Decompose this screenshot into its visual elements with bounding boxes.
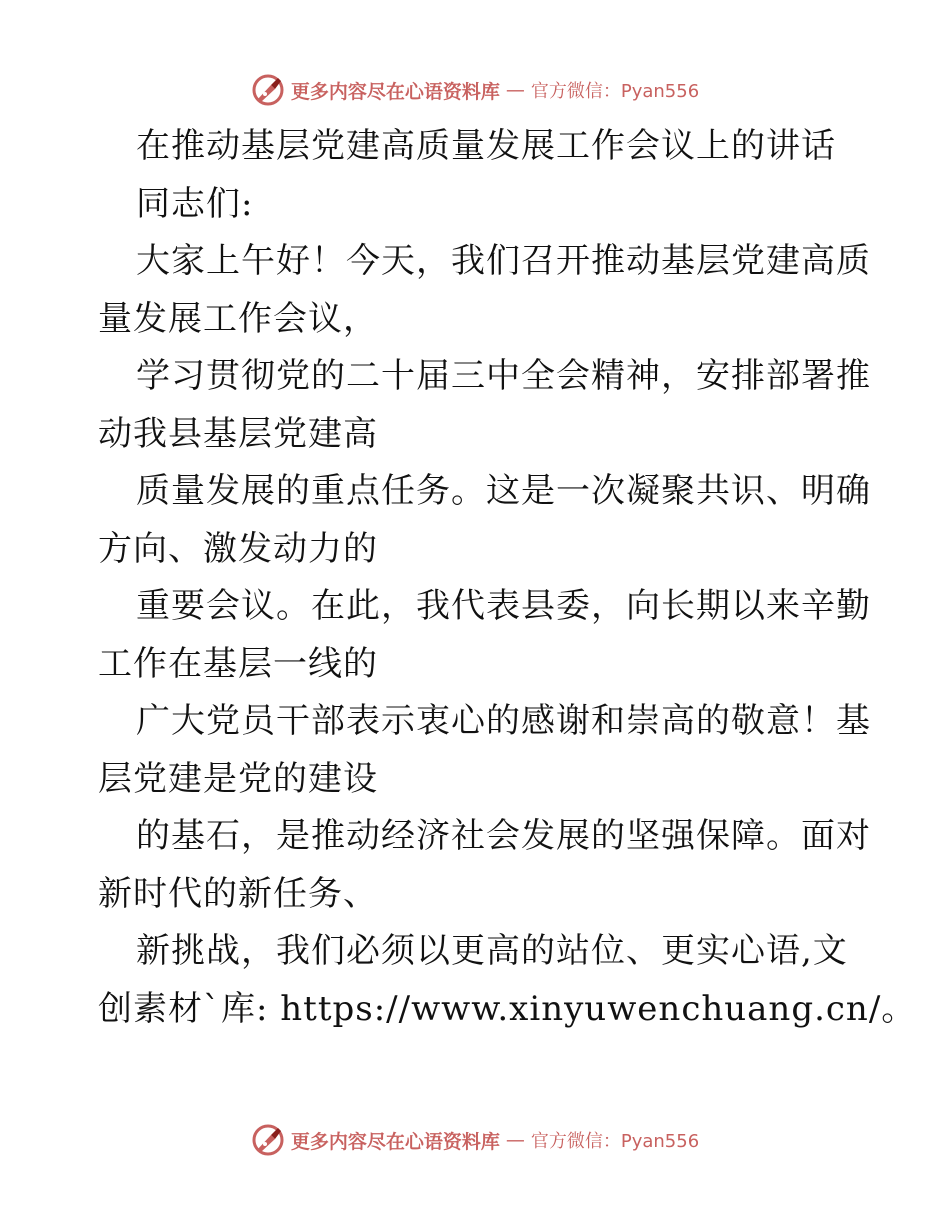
body-line: 新时代的新任务、 (98, 873, 378, 914)
pen-logo-icon (251, 1123, 285, 1157)
pen-logo-icon (251, 73, 285, 107)
document-body (98, 118, 917, 1038)
body-line: 的基石，是推动经济社会发展的坚强保障。面对 (136, 816, 871, 856)
source-link-line: 创素材`库: https://www.xinyuwenchuang.cn/。 (98, 988, 917, 1029)
watermark-text: 更多内容尽在心语资料库 (290, 1130, 500, 1153)
salutation: 同志们: (136, 183, 254, 224)
body-line: 新挑战，我们必须以更高的站位、更实心语,文 (136, 931, 848, 971)
watermark-separator: — (505, 1129, 525, 1151)
body-line: 学习贯彻党的二十届三中全会精神，安排部署推 (136, 356, 871, 396)
body-line: 动我县基层党建高 (98, 413, 378, 454)
body-line: 重要会议。在此，我代表县委，向长期以来辛勤 (136, 586, 871, 626)
document-title: 在推动基层党建高质量发展工作会议上的讲话 (136, 126, 836, 166)
body-line: 大家上午好！今天，我们召开推动基层党建高质 (136, 241, 871, 281)
watermark-wechat: 官方微信：Pyan556 (530, 81, 700, 102)
body-line: 方向、激发动力的 (98, 528, 378, 569)
body-line: 工作在基层一线的 (98, 643, 378, 684)
body-line: 质量发展的重点任务。这是一次凝聚共识、明确 (136, 471, 871, 511)
body-line: 量发展工作会议， (98, 298, 378, 339)
footer-watermark (0, 1120, 950, 1160)
watermark-separator: — (505, 79, 525, 101)
watermark-text: 更多内容尽在心语资料库 (290, 80, 500, 103)
header-watermark (0, 70, 950, 110)
body-line: 层党建是党的建设 (98, 758, 378, 799)
body-line: 广大党员干部表示衷心的感谢和崇高的敬意！基 (136, 701, 871, 741)
watermark-wechat: 官方微信：Pyan556 (530, 1131, 700, 1152)
